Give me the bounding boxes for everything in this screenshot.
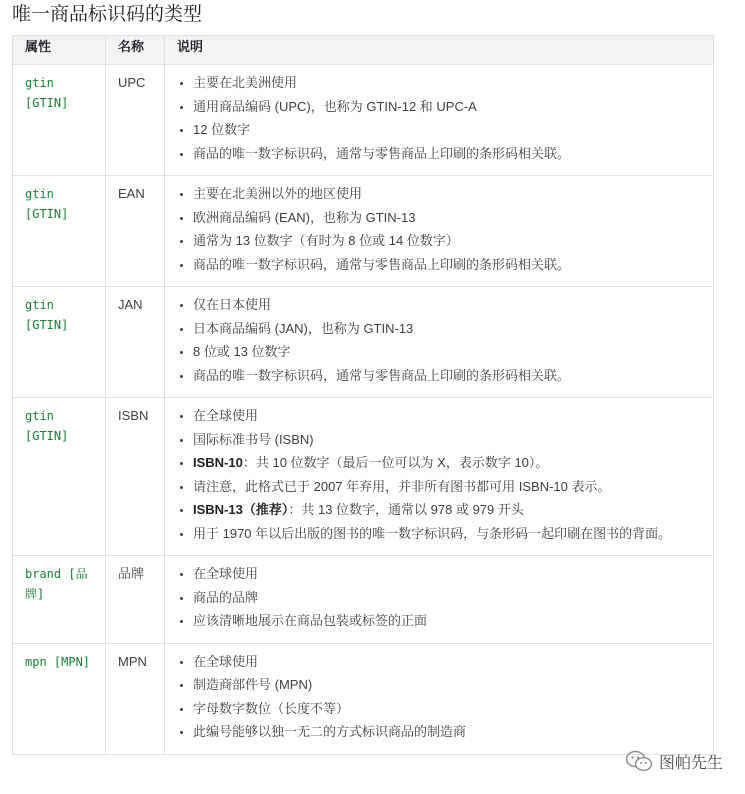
attribute-cell: gtin [GTIN] — [13, 176, 106, 287]
name-cell: UPC — [106, 65, 165, 176]
item-text: 商品的唯一数字标识码，通常与零售商品上印刷的条形码相关联。 — [193, 145, 571, 161]
description-cell — [165, 643, 714, 754]
name-cell: EAN — [106, 176, 165, 287]
description-cell — [165, 176, 714, 287]
list-item — [193, 588, 701, 608]
list-item — [193, 699, 701, 719]
list-item — [193, 295, 701, 315]
header-desc: 说明 — [165, 36, 714, 65]
list-item — [193, 564, 701, 584]
item-text: 用于 1970 年以后出版的图书的唯一数字标识码，与条形码一起印刷在图书的背面。 — [193, 525, 672, 541]
list-item — [193, 500, 701, 520]
item-text: ：共 10 位数字（最后一位可以为 X，表示数字 10）。 — [242, 455, 549, 470]
item-lead: ISBN-10 — [193, 455, 243, 470]
list-item — [193, 675, 701, 695]
item-text: 制造商部件号 (MPN) — [193, 677, 313, 692]
name-cell: JAN — [106, 287, 165, 398]
list-item — [193, 524, 701, 544]
list-item — [193, 342, 701, 362]
item-text: 商品的唯一数字标识码，通常与零售商品上印刷的条形码相关联。 — [193, 367, 571, 383]
list-item — [193, 144, 701, 164]
list-item — [193, 366, 701, 386]
list-item — [193, 611, 701, 631]
attribute-cell: mpn [MPN] — [13, 643, 106, 754]
watermark — [625, 749, 723, 773]
item-text: 在全球使用 — [193, 653, 259, 669]
name-cell: ISBN — [106, 398, 165, 556]
item-text: 通常为 13 位数字（有时为 8 位或 14 位数字） — [193, 233, 459, 248]
item-text: 此编号能够以独一无二的方式标识商品的制造商 — [193, 724, 467, 739]
item-text: 12 位数字 — [193, 122, 251, 137]
item-text: 商品的唯一数字标识码，通常与零售商品上印刷的条形码相关联。 — [193, 256, 571, 272]
list-item — [193, 722, 701, 742]
list-item — [193, 406, 701, 426]
watermark-text: 图帕先生 — [658, 754, 723, 772]
list-item — [193, 319, 701, 339]
list-item — [193, 97, 701, 117]
item-text: 主要在北美洲以外的地区使用 — [193, 186, 363, 201]
description-cell — [165, 65, 714, 176]
list-item — [193, 208, 701, 228]
table-header-row — [13, 36, 714, 65]
table-row — [13, 643, 714, 754]
description-list — [177, 184, 701, 275]
table-row — [13, 176, 714, 287]
list-item — [193, 73, 701, 93]
identifier-table — [12, 35, 714, 755]
attribute-cell: gtin [GTIN] — [13, 287, 106, 398]
table-row — [13, 398, 714, 556]
list-item — [193, 120, 701, 140]
description-cell — [165, 556, 714, 644]
item-text: 仅在日本使用 — [193, 297, 272, 312]
list-item — [193, 430, 701, 450]
attribute-cell: brand [品牌] — [13, 556, 106, 644]
item-text: 请注意，此格式已于 2007 年弃用，并非所有图书都可用 ISBN-10 表示。 — [193, 478, 611, 494]
item-text: 在全球使用 — [193, 566, 259, 581]
wechat-icon — [625, 750, 653, 772]
table-body — [13, 65, 714, 755]
item-text: 通用商品编码 (UPC)，也称为 GTIN-12 和 UPC-A — [193, 98, 477, 114]
item-text: 日本商品编码 (JAN)，也称为 GTIN-13 — [193, 320, 414, 336]
table-row — [13, 556, 714, 644]
name-cell: MPN — [106, 643, 165, 754]
item-text: 欧洲商品编码 (EAN)，也称为 GTIN-13 — [193, 209, 416, 225]
table-row — [13, 287, 714, 398]
description-list — [177, 295, 701, 386]
item-lead: ISBN-13（推荐） — [193, 502, 289, 517]
description-cell — [165, 398, 714, 556]
item-text: 商品的品牌 — [193, 589, 259, 605]
description-list — [177, 652, 701, 743]
description-cell — [165, 287, 714, 398]
list-item — [193, 477, 701, 497]
header-name: 名称 — [106, 36, 165, 65]
description-list — [177, 564, 701, 631]
item-text: 国际标准书号 (ISBN) — [193, 431, 314, 447]
attribute-cell: gtin [GTIN] — [13, 398, 106, 556]
header-attr: 属性 — [13, 36, 106, 65]
item-text: ：共 13 位数字，通常以 978 或 979 开头 — [288, 502, 524, 517]
description-list — [177, 73, 701, 164]
list-item — [193, 184, 701, 204]
table-row — [13, 65, 714, 176]
item-text: 在全球使用 — [193, 408, 259, 423]
list-item — [193, 453, 701, 473]
list-item — [193, 255, 701, 275]
attribute-cell: gtin [GTIN] — [13, 65, 106, 176]
list-item — [193, 652, 701, 672]
name-cell: 品牌 — [106, 556, 165, 644]
item-text: 8 位或 13 位数字 — [193, 344, 291, 359]
description-list — [177, 406, 701, 544]
list-item — [193, 231, 701, 251]
item-text: 字母数字数位（长度不等） — [193, 700, 350, 716]
item-text: 应该清晰地展示在商品包装或标签的正面 — [193, 613, 428, 628]
page-title: 唯一商品标识码的类型 — [12, 4, 203, 25]
item-text: 主要在北美洲使用 — [193, 75, 298, 90]
